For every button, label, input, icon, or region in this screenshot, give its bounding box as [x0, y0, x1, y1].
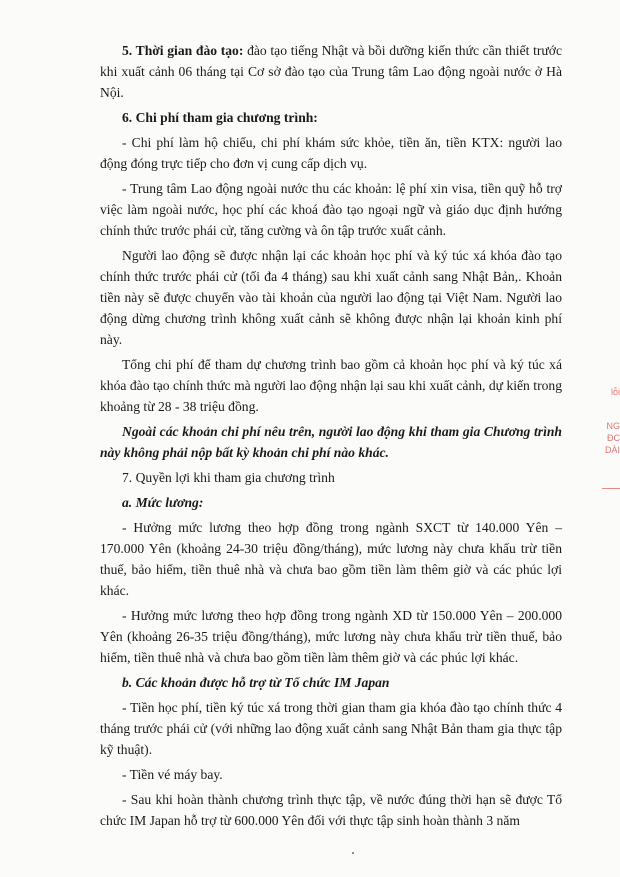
section-5-label: 5. Thời gian đào tạo:	[122, 43, 244, 58]
stamp-mark	[602, 488, 620, 489]
section-7a-paragraph-1: - Hưởng mức lương theo hợp đồng trong ngành SXCT từ 140.000 Yên – 170.000 Yên (khoảng 24-30 triệu đồng/tháng), mức lương này chưa khấu trừ tiền thuế, bảo hiểm, tiền thuê nhà và chưa bao gồm tiền làm thêm giờ và các phúc lợi khác.	[100, 520, 562, 598]
scan-speck	[352, 852, 354, 854]
section-6-paragraph-3: Người lao động sẽ được nhận lại các khoản học phí và ký túc xá khóa đào tạo chính thức trước phái cử (tối đa 4 tháng) sau khi xuất cảnh sang Nhật Bản,. Khoản tiền này sẽ được chuyển vào tài khoản của người lao động tại Việt Nam. Người lao động dừng chương trình không xuất cảnh sẽ không được nhận lại khoản kinh phí này.	[100, 248, 562, 347]
section-6-paragraph-4: Tổng chi phí để tham dự chương trình bao gồm cả khoản học phí và ký túc xá khóa đào tạo chính thức mà người lao động nhận lại sau khi xuất cảnh, dự kiến trong khoảng từ 28 - 38 triệu đồng.	[100, 357, 562, 414]
section-6-paragraph-1: - Chi phí làm hộ chiếu, chi phí khám sức khỏe, tiền ăn, tiền KTX: người lao động đóng trực tiếp cho đơn vị cung cấp dịch vụ.	[100, 135, 562, 171]
stamp-line-4: DÀI	[604, 445, 620, 455]
stamp-line-3: ĐC	[607, 433, 620, 443]
section-7b-paragraph-1: - Tiền học phí, tiền ký túc xá trong thời gian tham gia khóa đào tạo chính thức 4 tháng trước phái cử (với những lao động xuất cảnh sang Nhật Bản tham gia thực tập kỹ thuật).	[100, 700, 562, 757]
margin-stamp-fragment	[594, 386, 620, 526]
section-5-text: đào tạo tiếng Nhật và bồi dưỡng kiến thức cần thiết trước khi xuất cảnh 06 tháng tại Cơ sở đào tạo của Trung tâm Lao động ngoài nước ở Hà Nội.	[100, 43, 562, 100]
stamp-line-2: NG	[606, 421, 620, 431]
stamp-line-1: lỗi	[610, 387, 620, 397]
section-5-paragraph	[100, 40, 562, 103]
section-6-paragraph-2: - Trung tâm Lao động ngoài nước thu các khoản: lệ phí xin visa, tiền quỹ hỗ trợ việc làm ngoài nước, học phí các khoá đào tạo ngoại ngữ và giáo dục định hướng chính thức trước phái cử, tăng cường và ôn tập trước xuất cảnh.	[100, 181, 562, 238]
section-7a-heading: a. Mức lương:	[122, 495, 204, 510]
section-6-heading: 6. Chi phí tham gia chương trình:	[122, 110, 318, 125]
section-7-heading: 7. Quyền lợi khi tham gia chương trình	[122, 470, 335, 485]
section-7a-paragraph-2: - Hưởng mức lương theo hợp đồng trong ngành XD từ 150.000 Yên – 200.000 Yên (khoảng 26-35 triệu đồng/tháng), mức lương này chưa khấu trừ tiền thuế, bảo hiểm, tiền thuê nhà và chưa bao gồm tiền làm thêm giờ và các phúc lợi khác.	[100, 608, 562, 665]
section-7b-heading: b. Các khoản được hỗ trợ từ Tổ chức IM Japan	[122, 675, 390, 690]
section-7b-paragraph-3: - Sau khi hoàn thành chương trình thực tập, về nước đúng thời hạn sẽ được Tổ chức IM Japan hỗ trợ từ 600.000 Yên đối với thực tập sinh hoàn thành 3 năm	[100, 792, 562, 828]
section-6-paragraph-5: Ngoài các khoản chi phí nêu trên, người lao động khi tham gia Chương trình này không phải nộp bất kỳ khoản chi phí nào khác.	[100, 424, 562, 460]
section-7b-paragraph-2: - Tiền vé máy bay.	[122, 767, 223, 782]
document-body	[100, 40, 562, 835]
